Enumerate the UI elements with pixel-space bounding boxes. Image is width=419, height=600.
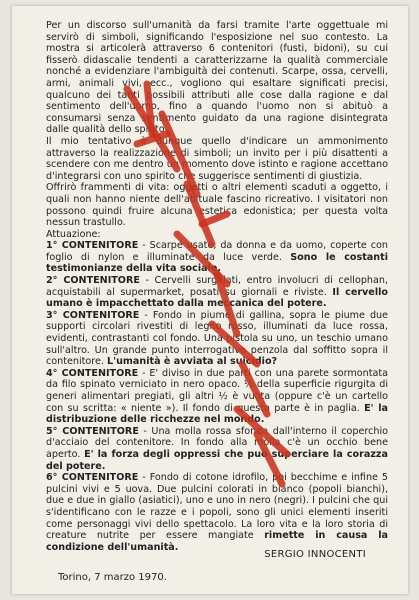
intro-paragraph-1: Per un discorso sull'umanità da farsi tramite l'arte oggettuale mi servirò di simboli, significando l'esposizione nel suo contesto. La mostra si articolerà attraverso 6 contenitori (fusti, bidoni), su cui fisserò didascalie tendenti a caratterizzarne la qualità commerciale nonché a evidenziare l'ambiguità dei contenuti. Scarpe, ossa, cervelli, armi, animali vivi, ecc., vogliono qui esaltare significati precisi, qualcuno dei tanti possibili attributi alle cose dalla ragione e dal sentimento dell'uomo, fino a quando l'uomo non si abituò a consumarsi senza sentimento guidato da una ragione disintegrata dalle qualità dello spirito. [46,20,388,136]
intro-paragraph-3: Offrirò frammenti di vita: oggetti o altri elementi scaduti a oggetto, i quali non hanno niente dell'abituale fascino ricreativo. I visitatori non possono quindi fruire alcuna estetica edonistica; per questa volta nessun trastullo. [46,182,388,229]
container-3-label: 3° CONTENITORE [46,309,140,321]
container-5-emphasis: E' la forza degli oppressi che può superciare la corazza del potere. [46,448,388,472]
container-5-text: - Una molla rossa sfonda dall'interno il coperchio d'acciaio del contenitore. In fondo alla molla c'è un occhio bene aperto. [46,425,389,460]
container-5-label: 5° CONTENITORE [46,425,139,437]
container-1 [46,240,388,275]
container-1-emphasis: Sono le costanti testimonianze della vita sociale. [46,251,388,275]
container-6 [46,472,388,553]
container-4-label: 4° CONTENITORE [46,367,139,379]
container-2 [46,275,388,310]
body-text [46,20,388,553]
container-1-text: - Scarpe usate, da donna e da uomo, coperte con foglio di nylon e illuminate da luce verde. [46,240,388,263]
intro-paragraph-2: Il mio tentativo è dunque quello d'indicare un ammonimento attraverso la realizzazione di simboli; un invito per i più disattenti a scendere con me dentro un momento dove istinto e ragione accettano d'integrarsi con uno spirito che suggerisce sentimenti di giustizia. [46,135,388,182]
container-6-label: 6° CONTENITORE [46,472,139,484]
container-3 [46,310,388,368]
container-5 [46,426,388,472]
document-date: Torino, 7 marzo 1970. [58,572,167,583]
document-page [12,6,408,594]
container-6-text: - Fondo di cotone idrofilo, poi becchime e infine 5 pulcini vivi e 5 uova. Due pulcini colorati in bianco (popoli bianchi), due e due in giallo (asiatici), uno e uno in nero (negri). I pulcini che qui s'identificano con le razze e i popoli, sono gli unici elementi inseriti come personaggi vivi dello spettacolo. La loro vita e la loro storia di creature nutrite per essere mangiate [46,472,388,542]
container-4-text: - E' diviso in due parti con una parete sormontata da filo spinato verniciato in nero opaco. ½ della superficie rigurgita di generi alimentari pregiati, gli altri ½ è vuota (oppure c'è un cartello con su scritta: « niente »). Il fondo di questa parte è in paglia. [46,367,388,414]
section-heading: Attuazione: [46,228,101,240]
signature: SERGIO INNOCENTI [264,549,366,560]
container-3-text: - Fondo in piume di gallina, sopra le piume due supporti circolari rivestiti di legno rosso, illuminati da luce rossa, evidenti, contrastanti col fondo. Una pistola su uno, un teschio umano sull'altro. Un grande punto interrogativo penzola dal soffitto sopra il contenitore. [46,309,389,368]
container-6-emphasis: rimette in causa la condizione dell'umanità. [46,530,388,553]
container-4-emphasis: E' la distribuzione delle ricchezze nel mondo. [46,402,388,426]
container-3-emphasis: L'umanità è avviata al suicidio? [107,356,278,368]
container-1-label: 1° CONTENITORE [46,240,139,252]
container-2-text: - Cervelli surgelati, entro involucri di cellophan, acquistabili al supermarket, posati su giornali e riviste. [46,275,388,298]
container-4 [46,368,388,426]
container-2-label: 2° CONTENITORE [46,275,140,287]
container-2-emphasis: Il cervello umano è impacchettato dalla meccanica del potere. [46,286,388,310]
